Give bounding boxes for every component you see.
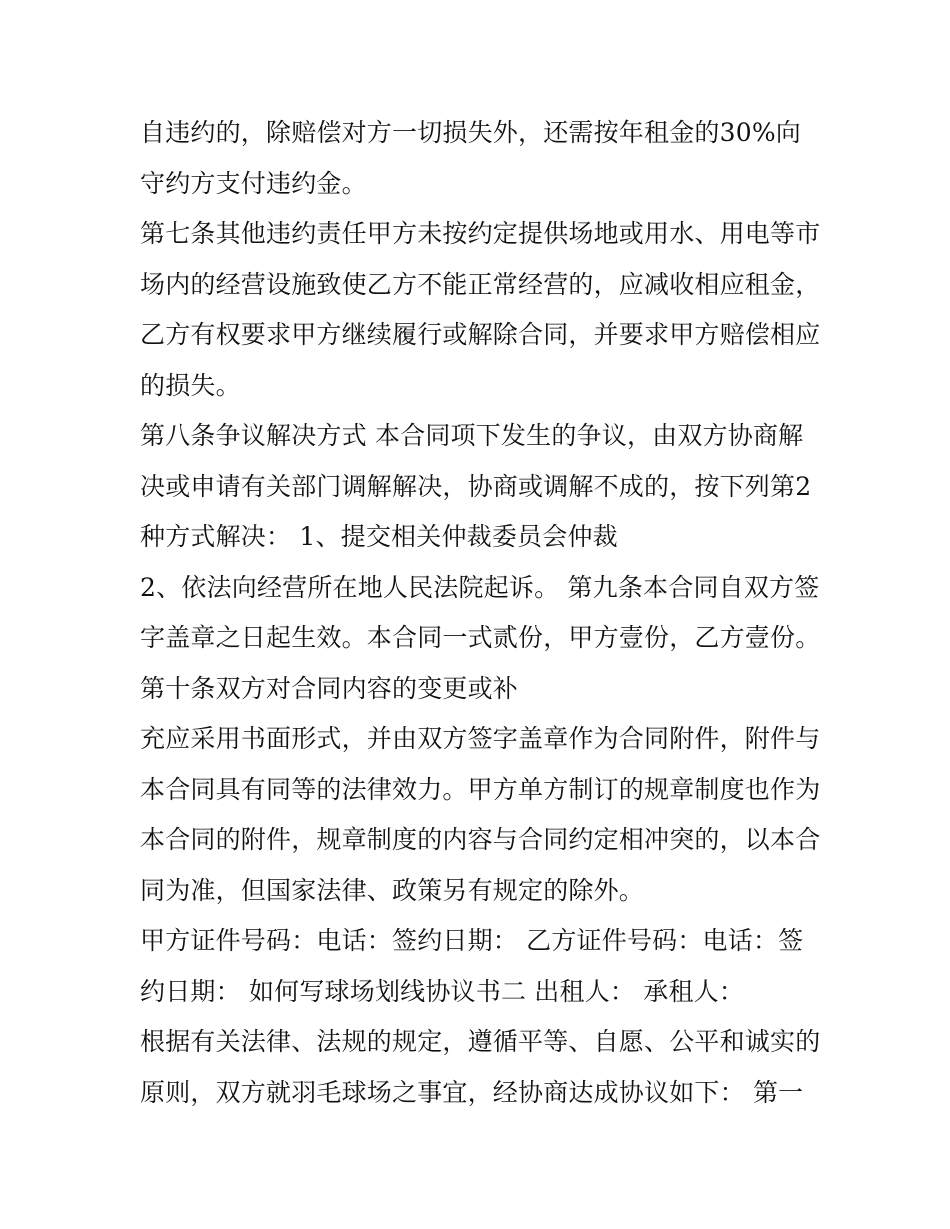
text-line: 的损失。 xyxy=(140,370,241,400)
text-line: 第十条双方对合同内容的变更或补 xyxy=(140,673,519,703)
text-line: 本合同具有同等的法律效力。甲方单方制订的规章制度也作为 xyxy=(140,774,821,804)
text-line: 充应采用书面形式，并由双方签字盖章作为合同附件，附件与 xyxy=(140,724,821,753)
text-line: 第八条争议解决方式 本合同项下发生的争议，由双方协商解 xyxy=(140,421,804,450)
text-line: 2、依法向经营所在地人民法院起诉。 第九条本合同自双方签 xyxy=(140,572,820,602)
text-line: 守约方支付违约金。 xyxy=(140,168,367,198)
text-line: 场内的经营设施致使乙方不能正常经营的，应减收相应租金， xyxy=(140,269,821,299)
text-line: 原则，双方就羽毛球场之事宜，经协商达成协议如下： 第一 xyxy=(140,1077,804,1107)
text-line: 甲方证件号码：电话：签约日期： 乙方证件号码：电话：签 xyxy=(140,926,804,955)
text-line: 决或申请有关部门调解解决，协商或调解不成的，按下列第2 xyxy=(140,471,812,501)
text-line: 自违约的，除赔偿对方一切损失外，还需按年租金的30%向 xyxy=(140,118,801,147)
text-line: 约日期： 如何写球场划线协议书二 出租人： 承租人： xyxy=(140,976,745,1006)
text-line: 本合同的附件，规章制度的内容与合同约定相冲突的，以本合 xyxy=(140,825,821,854)
text-line: 种方式解决： 1、提交相关仲裁委员会仲裁 xyxy=(140,522,618,551)
text-line: 字盖章之日起生效。本合同一式贰份，甲方壹份，乙方壹份。 xyxy=(140,623,821,652)
document-page xyxy=(140,108,830,1118)
text-line: 乙方有权要求甲方继续履行或解除合同，并要求甲方赔偿相应 xyxy=(140,320,821,349)
text-line: 根据有关法律、法规的规定，遵循平等、自愿、公平和诚实的 xyxy=(140,1027,821,1056)
text-line: 同为准，但国家法律、政策另有规定的除外。 xyxy=(140,875,645,905)
text-line: 第七条其他违约责任甲方未按约定提供场地或用水、用电等市 xyxy=(140,219,821,248)
